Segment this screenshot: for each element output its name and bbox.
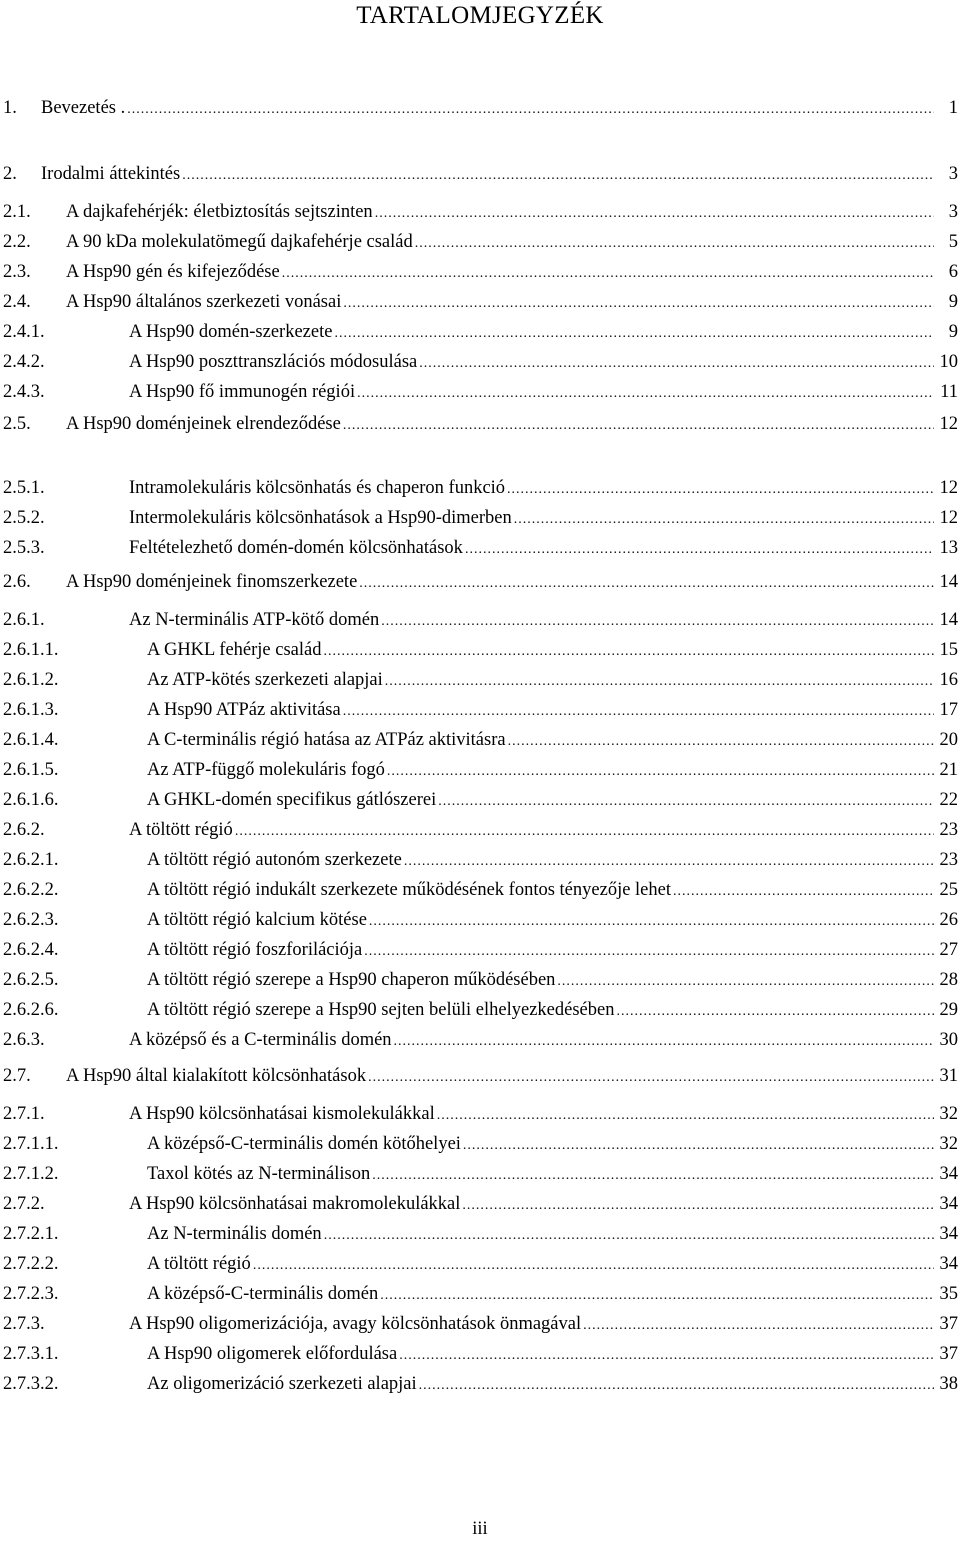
toc-entry-page: 37 [939,1344,958,1364]
toc-entry-number: 2.7.1. [3,1104,45,1124]
toc-entry-page: 37 [939,1314,958,1334]
toc-entry[interactable] [3,506,959,530]
toc-entry-page: 3 [948,164,958,184]
toc-entry-number: 2.7.2.3. [3,1284,59,1304]
toc-dot-leader [282,262,934,286]
toc-entry-page: 5 [948,232,958,252]
toc-dot-leader [394,1030,934,1054]
toc-entry-number: 2.3. [3,262,31,282]
toc-dot-leader [437,1104,934,1128]
toc-entry[interactable] [3,1312,959,1336]
toc-entry-label: A töltött régió autonóm szerkezete [147,850,402,870]
toc-dot-leader [419,1374,934,1398]
toc-entry-number: 2.7.3.1. [3,1344,59,1364]
toc-entry-number: 2.7.3.2. [3,1374,59,1394]
toc-entry[interactable] [3,998,959,1022]
toc-entry[interactable] [3,1102,959,1126]
toc-entry-page: 17 [939,700,958,720]
toc-entry-page: 32 [939,1134,958,1154]
toc-entry-number: 1. [3,98,17,118]
toc-entry[interactable] [3,758,959,782]
toc-dot-leader [372,1164,934,1188]
toc-entry[interactable] [3,1132,959,1156]
toc-dot-leader [507,478,934,502]
toc-entry-label: A GHKL-domén specifikus gátlószerei [147,790,437,810]
toc-entry-label: A töltött régió szerepe a Hsp90 chaperon működésében [147,970,556,990]
toc-entry-page: 25 [939,880,958,900]
toc-entry-page: 11 [940,382,958,402]
toc-entry-page: 29 [939,1000,958,1020]
toc-dot-leader [399,1344,934,1368]
toc-entry-label: A C-terminális régió hatása az ATPáz aktivitásra [147,730,506,750]
toc-entry-page: 23 [939,820,958,840]
toc-dot-leader [364,940,934,964]
toc-entry[interactable] [3,412,959,436]
toc-entry-page: 21 [939,760,958,780]
toc-dot-leader [357,382,934,406]
toc-entry-label: Intermolekuláris kölcsönhatások a Hsp90-dimerben [129,508,512,528]
toc-entry-number: 2.7.3. [3,1314,45,1334]
toc-entry-label: A Hsp90 által kialakított kölcsönhatások [66,1066,367,1086]
toc-dot-leader [182,164,934,188]
toc-entry[interactable] [3,380,959,404]
toc-entry-label: A Hsp90 domén-szerkezete [129,322,333,342]
toc-entry-number: 2.6.3. [3,1030,45,1050]
toc-entry[interactable] [3,878,959,902]
toc-entry-page: 38 [939,1374,958,1394]
toc-entry-page: 9 [948,322,958,342]
toc-entry-number: 2.6.1. [3,610,45,630]
toc-entry[interactable] [3,698,959,722]
toc-entry-label: A Hsp90 ATPáz aktivitása [147,700,341,720]
toc-entry[interactable] [3,908,959,932]
toc-entry-label: Irodalmi áttekintés [41,164,181,184]
toc-entry-number: 2.1. [3,202,31,222]
toc-dot-leader [343,414,934,438]
toc-entry-label: A töltött régió indukált szerkezete működésének fontos tényezője lehet [147,880,671,900]
toc-entry-page: 34 [939,1164,958,1184]
toc-dot-leader [673,880,934,904]
toc-entry[interactable] [3,638,959,662]
toc-entry[interactable] [3,162,959,186]
toc-entry-number: 2.6.1.6. [3,790,59,810]
toc-dot-leader [465,538,934,562]
toc-dot-leader [385,670,934,694]
toc-entry[interactable] [3,1372,959,1396]
toc-entry-page: 3 [948,202,958,222]
toc-entry-label: A Hsp90 poszttranszlációs módosulása [129,352,418,372]
toc-entry-label: A töltött régió szerepe a Hsp90 sejten belüli elhelyezkedésében [147,1000,615,1020]
toc-entry-label: Az N-terminális ATP-kötő domén [129,610,380,630]
toc-entry-label: Taxol kötés az N-terminálison [147,1164,371,1184]
page-title: TARTALOMJEGYZÉK [356,2,604,29]
toc-entry-number: 2.6.1.2. [3,670,59,690]
toc-entry-page: 16 [939,670,958,690]
toc-entry-number: 2.5. [3,414,31,434]
toc-entry[interactable] [3,968,959,992]
toc-entry-label: Feltételezhető domén-domén kölcsönhatások [129,538,463,558]
toc-entry-label: Az oligomerizáció szerkezeti alapjai [147,1374,417,1394]
toc-entry[interactable] [3,728,959,752]
toc-entry[interactable] [3,1222,959,1246]
toc-dot-leader [127,98,934,122]
toc-entry-number: 2.6.1.4. [3,730,59,750]
toc-entry-page: 27 [939,940,958,960]
toc-entry-label: A dajkafehérjék: életbiztosítás sejtszinten [66,202,373,222]
toc-entry-page: 13 [939,538,958,558]
toc-entry-number: 2.5.3. [3,538,45,558]
toc-entry[interactable] [3,350,959,374]
toc-entry-page: 22 [939,790,958,810]
toc-entry-label: Bevezetés . [41,98,126,118]
page-number: iii [472,1519,488,1539]
toc-entry-page: 12 [939,414,958,434]
toc-entry[interactable] [3,1192,959,1216]
toc-entry-number: 2.6.2.1. [3,850,59,870]
toc-entry-number: 2.7.2.1. [3,1224,59,1244]
toc-entry-page: 34 [939,1254,958,1274]
toc-entry-number: 2.6.1.1. [3,640,59,660]
toc-entry-page: 32 [939,1104,958,1124]
toc-entry-page: 34 [939,1194,958,1214]
toc-entry-page: 14 [939,610,958,630]
toc-dot-leader [514,508,934,532]
toc-entry-number: 2.4.3. [3,382,45,402]
toc-entry-label: A GHKL fehérje család [147,640,322,660]
toc-entry[interactable] [3,938,959,962]
toc-dot-leader [387,760,934,784]
toc-dot-leader [323,640,934,664]
toc-entry-page: 6 [948,262,958,282]
toc-entry-label: A töltött régió kalcium kötése [147,910,367,930]
toc-dot-leader [462,1194,934,1218]
toc-entry-label: Az ATP-kötés szerkezeti alapjai [147,670,383,690]
toc-entry-number: 2.4.2. [3,352,45,372]
toc-entry-number: 2.7.1.2. [3,1164,59,1184]
toc-dot-leader [616,1000,934,1024]
toc-entry-label: A töltött régió [147,1254,251,1274]
toc-entry[interactable] [3,96,959,120]
toc-entry-number: 2. [3,164,17,184]
toc-entry[interactable] [3,1282,959,1306]
toc-entry[interactable] [3,320,959,344]
toc-entry[interactable] [3,1342,959,1366]
toc-entry-page: 26 [939,910,958,930]
toc-entry-label: A Hsp90 oligomerizációja, avagy kölcsönhatások önmagával [129,1314,582,1334]
toc-entry-page: 1 [948,98,958,118]
toc-dot-leader [381,610,934,634]
toc-entry-page: 15 [939,640,958,660]
toc-entry[interactable] [3,290,959,314]
toc-entry[interactable] [3,536,959,560]
toc-entry-page: 30 [939,1030,958,1050]
toc-dot-leader [324,1224,934,1248]
toc-entry[interactable] [3,570,959,594]
toc-entry-number: 2.6.2. [3,820,45,840]
toc-entry-number: 2.2. [3,232,31,252]
toc-entry-label: A Hsp90 doménjeinek finomszerkezete [66,572,358,592]
toc-entry-number: 2.4.1. [3,322,45,342]
toc-entry-number: 2.6.2.6. [3,1000,59,1020]
toc-entry-label: Intramolekuláris kölcsönhatás és chaperon funkció [129,478,506,498]
toc-entry-label: A középső-C-terminális domén kötőhelyei [147,1134,461,1154]
toc-entry-page: 31 [939,1066,958,1086]
toc-entry-number: 2.7.2.2. [3,1254,59,1274]
toc-dot-leader [235,820,934,844]
toc-entry-label: A Hsp90 kölcsönhatásai kismolekulákkal [129,1104,435,1124]
toc-entry-page: 9 [948,292,958,312]
toc-entry-page: 14 [939,572,958,592]
toc-dot-leader [343,700,934,724]
toc-entry-number: 2.6.2.4. [3,940,59,960]
toc-dot-leader [415,232,934,256]
toc-entry-number: 2.5.2. [3,508,45,528]
toc-entry-label: A középső és a C-terminális domén [129,1030,392,1050]
toc-entry[interactable] [3,608,959,632]
toc-dot-leader [380,1284,934,1308]
toc-dot-leader [557,970,934,994]
toc-entry[interactable] [3,848,959,872]
toc-entry[interactable] [3,1162,959,1186]
toc-entry-label: Az ATP-függő molekuláris fogó [147,760,385,780]
toc-entry-number: 2.6.2.2. [3,880,59,900]
toc-entry-page: 12 [939,478,958,498]
toc-entry-label: A Hsp90 doménjeinek elrendeződése [66,414,341,434]
toc-entry-page: 28 [939,970,958,990]
toc-entry-page: 34 [939,1224,958,1244]
toc-entry-number: 2.6. [3,572,31,592]
toc-entry-number: 2.7. [3,1066,31,1086]
toc-dot-leader [253,1254,934,1278]
toc-dot-leader [404,850,934,874]
toc-entry[interactable] [3,668,959,692]
toc-entry-number: 2.6.2.3. [3,910,59,930]
toc-entry-page: 23 [939,850,958,870]
toc-entry-label: A középső-C-terminális domén [147,1284,379,1304]
toc-entry-number: 2.6.1.3. [3,700,59,720]
toc-dot-leader [438,790,934,814]
toc-entry-number: 2.7.1.1. [3,1134,59,1154]
toc-dot-leader [463,1134,934,1158]
toc-entry-number: 2.6.1.5. [3,760,59,780]
toc-dot-leader [343,292,934,316]
toc-entry[interactable] [3,200,959,224]
toc-dot-leader [375,202,934,226]
toc-entry[interactable] [3,788,959,812]
toc-entry-number: 2.4. [3,292,31,312]
toc-entry-label: A Hsp90 fő immunogén régiói [129,382,356,402]
toc-dot-leader [508,730,934,754]
toc-dot-leader [359,572,934,596]
toc-entry[interactable] [3,230,959,254]
toc-entry-page: 10 [939,352,958,372]
toc-dot-leader [368,1066,934,1090]
toc-entry[interactable] [3,1064,959,1088]
toc-dot-leader [369,910,934,934]
toc-entry-label: A töltött régió foszforilációja [147,940,363,960]
toc-entry-page: 12 [939,508,958,528]
toc-dot-leader [419,352,934,376]
toc-entry-page: 35 [939,1284,958,1304]
toc-dot-leader [583,1314,934,1338]
toc-entry-label: A Hsp90 oligomerek előfordulása [147,1344,398,1364]
toc-entry[interactable] [3,1028,959,1052]
toc-entry-label: A 90 kDa molekulatömegű dajkafehérje család [66,232,413,252]
toc-entry[interactable] [3,818,959,842]
toc-entry-number: 2.7.2. [3,1194,45,1214]
toc-entry-label: Az N-terminális domén [147,1224,322,1244]
toc-entry-label: A Hsp90 általános szerkezeti vonásai [66,292,342,312]
toc-entry-number: 2.5.1. [3,478,45,498]
toc-entry-page: 20 [939,730,958,750]
toc-dot-leader [334,322,934,346]
toc-entry-number: 2.6.2.5. [3,970,59,990]
toc-entry[interactable] [3,476,959,500]
toc-entry[interactable] [3,1252,959,1276]
toc-entry-label: A töltött régió [129,820,233,840]
toc-entry-label: A Hsp90 gén és kifejeződése [66,262,280,282]
toc-entry[interactable] [3,260,959,284]
toc-entry-label: A Hsp90 kölcsönhatásai makromolekulákkal [129,1194,461,1214]
